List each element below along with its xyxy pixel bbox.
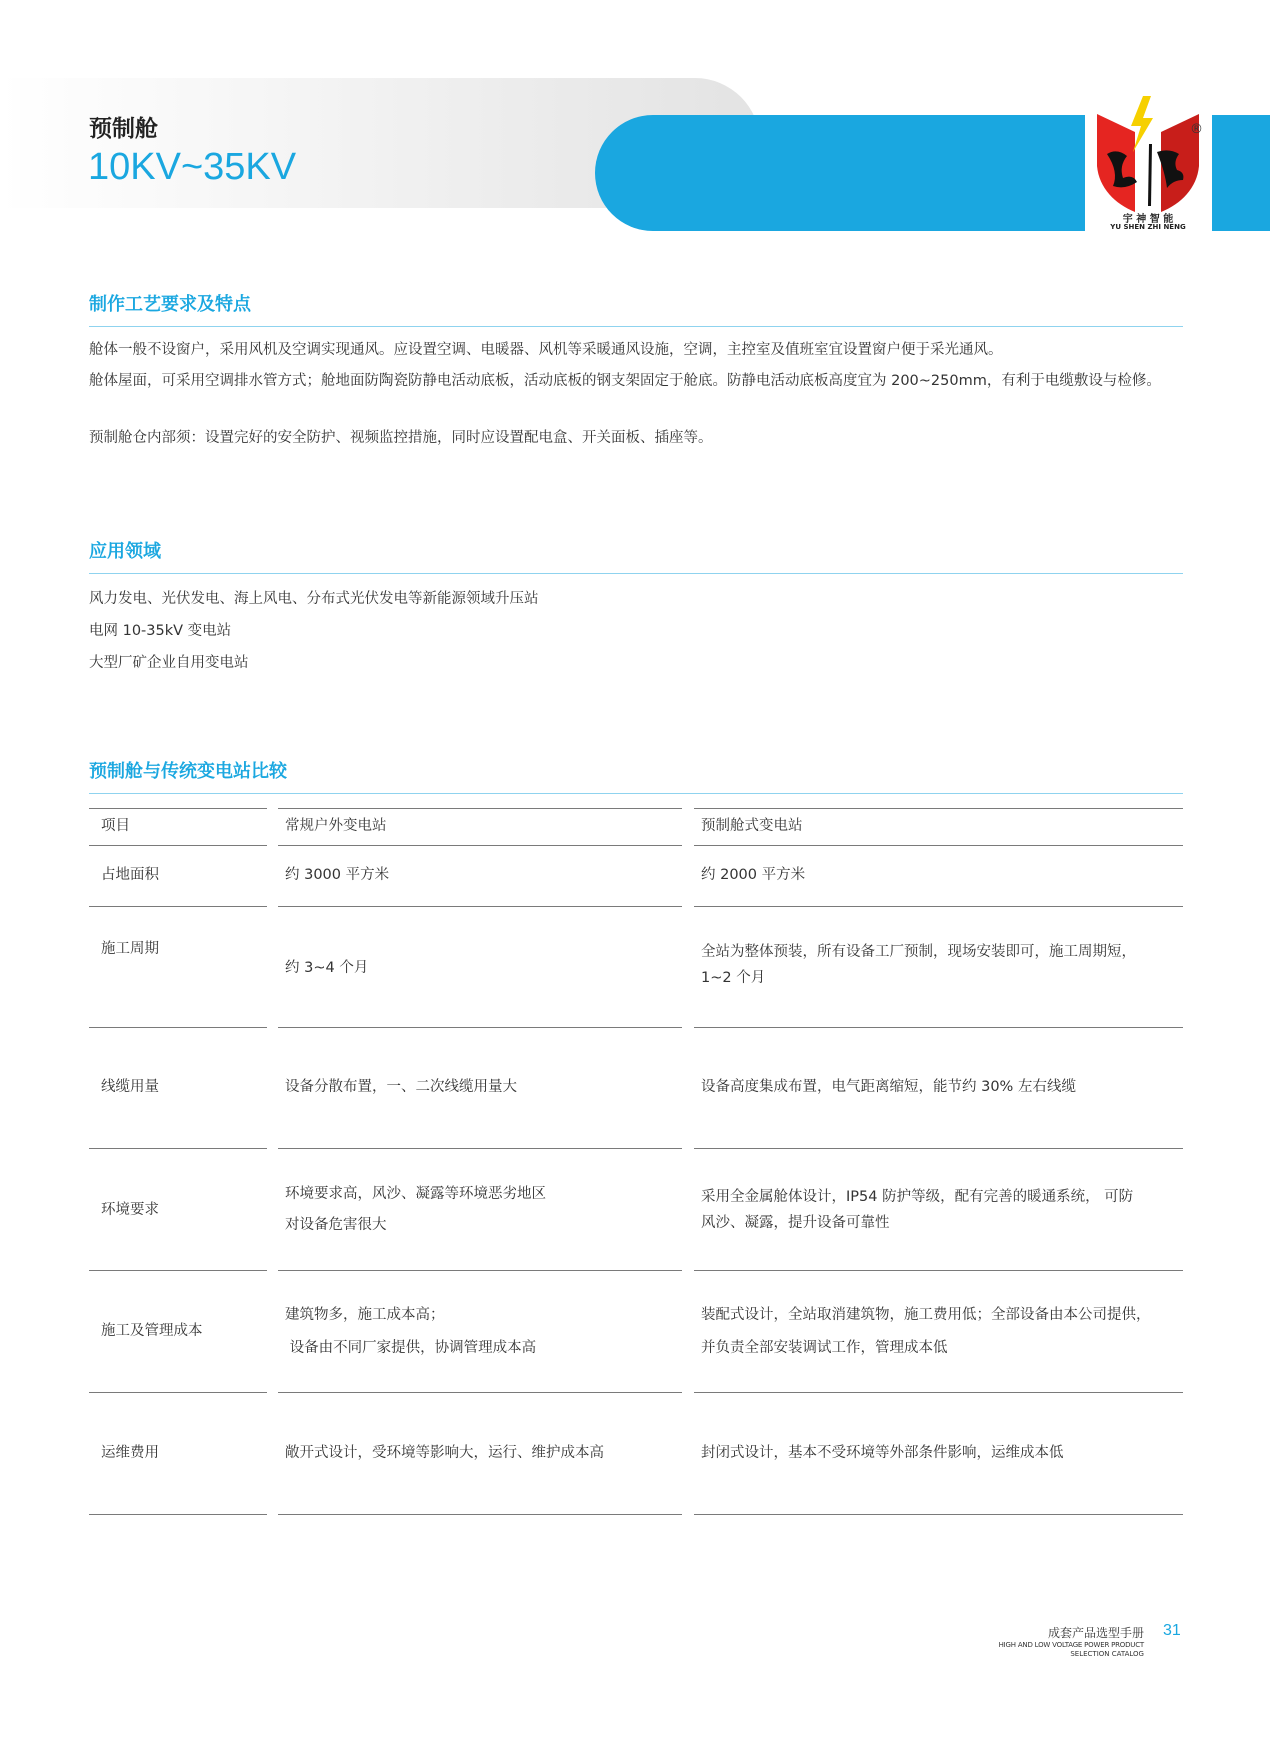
table-border (694, 1514, 1183, 1515)
list-item: 风力发电、光伏发电、海上风电、分布式光伏发电等新能源领域升压站 (89, 591, 539, 607)
table-border (694, 1027, 1183, 1028)
row-prefab-value: 采用全金属舱体设计，IP54 防护等级，配有完善的暖通系统， 可防 (701, 1189, 1134, 1205)
comparison-table (89, 808, 1183, 1520)
row-prefab-value: 1~2 个月 (701, 970, 766, 986)
footer-catalog-en-line1: HIGH AND LOW VOLTAGE POWER PRODUCT (998, 1641, 1144, 1649)
table-border (694, 1392, 1183, 1393)
page-number: 31 (1163, 1622, 1181, 1639)
table-border (278, 845, 682, 846)
logo-text-cn: 宇 神 智 能 (1122, 214, 1174, 225)
row-conventional-value: 设备由不同厂家提供，协调管理成本高 (285, 1340, 537, 1356)
table-border (278, 1027, 682, 1028)
row-item-label: 占地面积 (101, 867, 159, 883)
row-conventional-value: 环境要求高，风沙、凝露等环境恶劣地区 (285, 1186, 546, 1202)
table-border (89, 845, 267, 846)
table-border (694, 845, 1183, 846)
section-divider (89, 793, 1183, 794)
row-prefab-value: 设备高度集成布置，电气距离缩短，能节约 30% 左右线缆 (701, 1079, 1076, 1095)
row-prefab-value: 全站为整体预装，所有设备工厂预制，现场安装即可，施工周期短， (701, 944, 1136, 960)
table-border (278, 1392, 682, 1393)
row-prefab-value: 并负责全部安装调试工作，管理成本低 (701, 1340, 948, 1356)
paragraph: 舱体屋面，可采用空调排水管方式；舱地面防陶瓷防静电活动底板，活动底板的钢支架固定于舱底。防静电活动底板高度宜为 200~250mm，有利于电缆敷设与检修。 (89, 373, 1161, 389)
paragraph: 舱体一般不设窗户，采用风机及空调实现通风。应设置空调、电暖器、风机等采暖通风设施，空调，主控室及值班室宜设置窗户便于采光通风。 (89, 342, 1003, 358)
page-title: 预制舱 (89, 116, 158, 142)
row-item-label: 环境要求 (101, 1202, 159, 1218)
table-header-item: 项目 (101, 818, 130, 834)
table-border (278, 1514, 682, 1515)
header-blue-band-right (1212, 115, 1270, 231)
table-border (694, 906, 1183, 907)
row-conventional-value: 建筑物多，施工成本高； (285, 1307, 445, 1323)
row-conventional-value: 约 3000 平方米 (285, 867, 390, 883)
footer-catalog-en-line2: SELECTION CATALOG (1070, 1650, 1144, 1658)
footer-catalog-title: 成套产品选型手册 (1047, 1626, 1144, 1640)
row-item-label: 施工周期 (101, 941, 159, 957)
section-divider (89, 573, 1183, 574)
logo-text-en: YU SHEN ZHI NENG (1110, 223, 1186, 231)
paragraph: 预制舱仓内部须：设置完好的安全防护、视频监控措施，同时应设置配电盒、开关面板、插座等。 (89, 430, 713, 446)
table-border (278, 1148, 682, 1149)
table-border (694, 808, 1183, 809)
row-conventional-value: 设备分散布置，一、二次线缆用量大 (285, 1079, 517, 1095)
list-item: 电网 10-35kV 变电站 (89, 623, 232, 639)
table-header-conventional: 常规户外变电站 (285, 818, 387, 834)
row-conventional-value: 敞开式设计，受环境等影响大，运行、维护成本高 (285, 1445, 604, 1461)
row-prefab-value: 装配式设计，全站取消建筑物，施工费用低；全部设备由本公司提供， (701, 1307, 1151, 1323)
registered-mark: ® (1190, 122, 1203, 137)
row-item-label: 线缆用量 (101, 1079, 159, 1095)
section-title-craft: 制作工艺要求及特点 (89, 294, 251, 315)
row-item-label: 施工及管理成本 (101, 1323, 203, 1339)
section-title-comparison: 预制舱与传统变电站比较 (89, 761, 287, 782)
table-border (278, 906, 682, 907)
row-prefab-value: 风沙、凝露，提升设备可靠性 (701, 1215, 890, 1231)
list-item: 大型厂矿企业自用变电站 (89, 655, 249, 671)
table-header-prefab: 预制舱式变电站 (701, 818, 803, 834)
page-subtitle-voltage: 10KV~35KV (88, 146, 297, 188)
table-border (694, 1148, 1183, 1149)
row-conventional-value: 约 3~4 个月 (285, 960, 369, 976)
row-item-label: 运维费用 (101, 1445, 159, 1461)
row-prefab-value: 封闭式设计，基本不受环境等外部条件影响，运维成本低 (701, 1445, 1064, 1461)
section-divider (89, 326, 1183, 327)
table-border (89, 808, 267, 809)
table-border (89, 1514, 267, 1515)
table-border (89, 1392, 267, 1393)
header-blue-band (595, 115, 1085, 231)
section-title-application: 应用领域 (89, 541, 161, 562)
table-border (89, 906, 267, 907)
table-border (89, 1148, 267, 1149)
table-border (694, 1270, 1183, 1271)
row-prefab-value: 约 2000 平方米 (701, 867, 806, 883)
table-border (278, 1270, 682, 1271)
table-border (278, 808, 682, 809)
table-border (89, 1270, 267, 1271)
row-conventional-value: 对设备危害很大 (285, 1217, 387, 1233)
table-border (89, 1027, 267, 1028)
